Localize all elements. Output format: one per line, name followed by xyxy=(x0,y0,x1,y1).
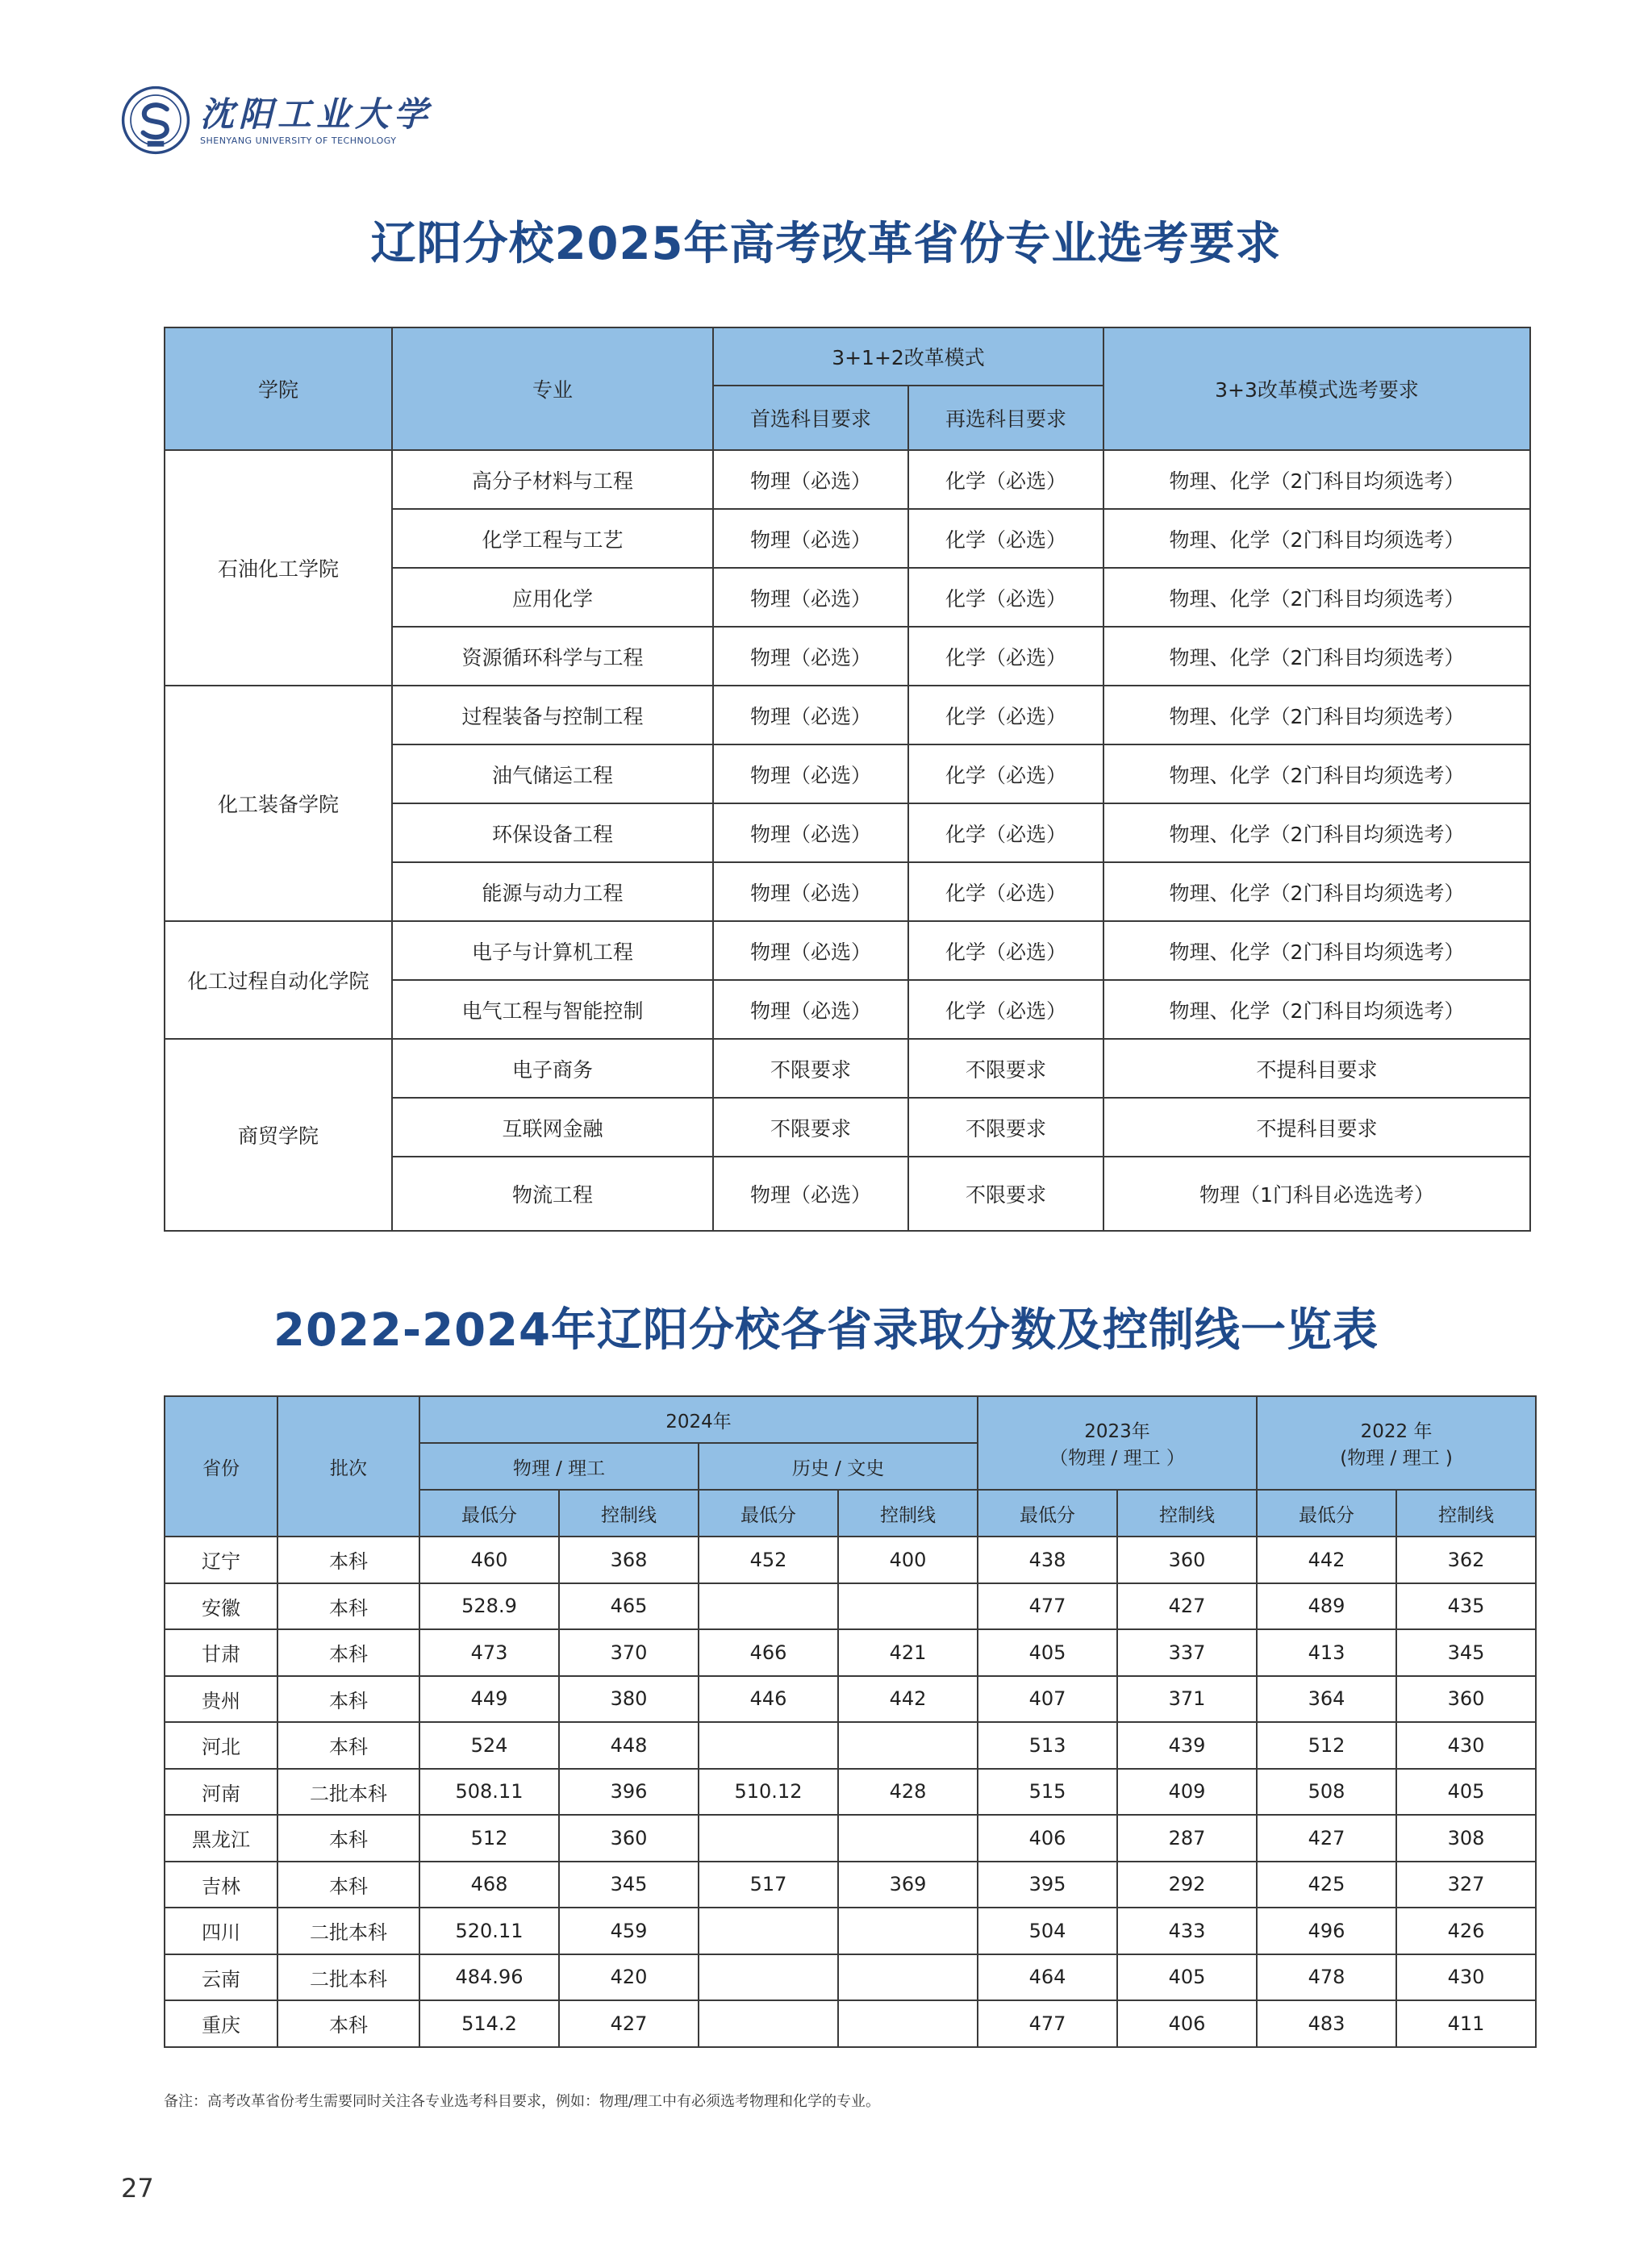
second-subject-cell: 不限要求 xyxy=(908,1098,1103,1157)
phys-2023-min: 504 xyxy=(978,1908,1117,1954)
mode33-cell: 物理、化学（2门科目均须选考） xyxy=(1103,744,1530,803)
mode33-cell: 物理、化学（2门科目均须选考） xyxy=(1103,980,1530,1039)
major-cell: 高分子材料与工程 xyxy=(392,450,713,509)
table2-title: 2022-2024年辽阳分校各省录取分数及控制线一览表 xyxy=(273,1304,1379,1357)
province-cell: 辽宁 xyxy=(165,1537,277,1583)
table-row xyxy=(165,1908,1536,1954)
major-cell: 环保设备工程 xyxy=(392,803,713,862)
university-header xyxy=(121,84,492,156)
phys-2023-min: 477 xyxy=(978,1583,1117,1630)
table-row xyxy=(165,1954,1536,2001)
table-row xyxy=(165,1039,1530,1098)
province-cell: 四川 xyxy=(165,1908,277,1954)
hist-2024-control: 421 xyxy=(838,1629,978,1676)
table-row xyxy=(165,1862,1536,1908)
phys-2024-control: 459 xyxy=(559,1908,699,1954)
header-college: 学院 xyxy=(165,327,392,450)
mode33-cell: 物理、化学（2门科目均须选考） xyxy=(1103,862,1530,921)
major-cell: 油气储运工程 xyxy=(392,744,713,803)
phys-2023-min: 477 xyxy=(978,2000,1117,2047)
phys-2024-control: 368 xyxy=(559,1537,699,1583)
phys-2023-control: 292 xyxy=(1117,1862,1257,1908)
header-2022-year: 2022 年 xyxy=(1360,1421,1433,1442)
phys-2023-min: 515 xyxy=(978,1769,1117,1816)
second-subject-cell: 化学（必选） xyxy=(908,980,1103,1039)
phys-2023-min: 405 xyxy=(978,1629,1117,1676)
header-control-line: 控制线 xyxy=(838,1490,978,1537)
phys-2022-control: 426 xyxy=(1396,1908,1536,1954)
header-province: 省份 xyxy=(165,1396,277,1537)
phys-2023-control: 337 xyxy=(1117,1629,1257,1676)
province-cell: 黑龙江 xyxy=(165,1815,277,1862)
hist-2024-control: 369 xyxy=(838,1862,978,1908)
phys-2022-min: 442 xyxy=(1257,1537,1396,1583)
batch-cell: 本科 xyxy=(277,1676,419,1723)
province-cell: 安徽 xyxy=(165,1583,277,1630)
hist-2024-min xyxy=(699,1954,838,2001)
header-2023 xyxy=(978,1396,1257,1490)
phys-2022-min: 496 xyxy=(1257,1908,1396,1954)
phys-2022-min: 512 xyxy=(1257,1722,1396,1769)
major-cell: 电气工程与智能控制 xyxy=(392,980,713,1039)
phys-2024-control: 370 xyxy=(559,1629,699,1676)
phys-2022-min: 478 xyxy=(1257,1954,1396,2001)
hist-2024-control: 442 xyxy=(838,1676,978,1723)
second-subject-cell: 化学（必选） xyxy=(908,509,1103,568)
phys-2022-min: 413 xyxy=(1257,1629,1396,1676)
footnote: 备注：高考改革省份考生需要同时关注各专业选考科目要求，例如：物理/理工中有必须选考物理和化学的专业。 xyxy=(164,2093,881,2110)
first-subject-cell: 物理（必选） xyxy=(713,509,908,568)
first-subject-cell: 物理（必选） xyxy=(713,921,908,980)
header-major: 专业 xyxy=(392,327,713,450)
first-subject-cell: 不限要求 xyxy=(713,1098,908,1157)
phys-2023-control: 433 xyxy=(1117,1908,1257,1954)
batch-cell: 本科 xyxy=(277,1815,419,1862)
hist-2024-control xyxy=(838,2000,978,2047)
phys-2024-control: 380 xyxy=(559,1676,699,1723)
phys-2022-control: 345 xyxy=(1396,1629,1536,1676)
phys-2023-control: 409 xyxy=(1117,1769,1257,1816)
second-subject-cell: 化学（必选） xyxy=(908,921,1103,980)
first-subject-cell: 物理（必选） xyxy=(713,1157,908,1231)
phys-2022-control: 308 xyxy=(1396,1815,1536,1862)
phys-2022-control: 411 xyxy=(1396,2000,1536,2047)
mode33-cell: 物理、化学（2门科目均须选考） xyxy=(1103,803,1530,862)
table-row xyxy=(165,2000,1536,2047)
header-min-score: 最低分 xyxy=(1257,1490,1396,1537)
second-subject-cell: 化学（必选） xyxy=(908,627,1103,686)
phys-2022-min: 427 xyxy=(1257,1815,1396,1862)
phys-2023-control: 405 xyxy=(1117,1954,1257,2001)
subject-requirements-table xyxy=(164,327,1531,1232)
major-cell: 化学工程与工艺 xyxy=(392,509,713,568)
phys-2024-control: 465 xyxy=(559,1583,699,1630)
first-subject-cell: 物理（必选） xyxy=(713,686,908,744)
header-2024-physics: 物理 / 理工 xyxy=(419,1443,699,1490)
hist-2024-control xyxy=(838,1908,978,1954)
phys-2022-control: 360 xyxy=(1396,1676,1536,1723)
hist-2024-control xyxy=(838,1583,978,1630)
province-cell: 贵州 xyxy=(165,1676,277,1723)
hist-2024-min: 452 xyxy=(699,1537,838,1583)
hist-2024-min xyxy=(699,2000,838,2047)
mode33-cell: 物理、化学（2门科目均须选考） xyxy=(1103,450,1530,509)
batch-cell: 二批本科 xyxy=(277,1954,419,2001)
table-row xyxy=(165,1722,1536,1769)
header-2023-year: 2023年 xyxy=(1084,1421,1150,1442)
header-min-score: 最低分 xyxy=(699,1490,838,1537)
phys-2024-control: 420 xyxy=(559,1954,699,2001)
university-name-cn: 沈阳工业大学 xyxy=(200,94,433,134)
hist-2024-min: 510.12 xyxy=(699,1769,838,1816)
second-subject-cell: 化学（必选） xyxy=(908,744,1103,803)
first-subject-cell: 不限要求 xyxy=(713,1039,908,1098)
phys-2022-control: 362 xyxy=(1396,1537,1536,1583)
phys-2023-min: 395 xyxy=(978,1862,1117,1908)
phys-2024-min: 460 xyxy=(419,1537,559,1583)
second-subject-cell: 化学（必选） xyxy=(908,568,1103,627)
header-2023-sub: （物理 / 理工 ） xyxy=(1049,1448,1185,1469)
header-2022 xyxy=(1257,1396,1536,1490)
phys-2024-min: 524 xyxy=(419,1722,559,1769)
hist-2024-control xyxy=(838,1722,978,1769)
phys-2023-control: 439 xyxy=(1117,1722,1257,1769)
header-batch: 批次 xyxy=(277,1396,419,1537)
phys-2022-min: 489 xyxy=(1257,1583,1396,1630)
province-cell: 河南 xyxy=(165,1769,277,1816)
mode33-cell: 物理（1门科目必选选考） xyxy=(1103,1157,1530,1231)
header-control-line: 控制线 xyxy=(1396,1490,1536,1537)
university-seal-logo xyxy=(121,85,190,155)
hist-2024-min xyxy=(699,1908,838,1954)
header-min-score: 最低分 xyxy=(419,1490,559,1537)
second-subject-cell: 化学（必选） xyxy=(908,803,1103,862)
header-control-line: 控制线 xyxy=(559,1490,699,1537)
header-2024: 2024年 xyxy=(419,1396,978,1443)
table-row xyxy=(165,1537,1536,1583)
batch-cell: 二批本科 xyxy=(277,1908,419,1954)
college-cell: 石油化工学院 xyxy=(165,450,392,686)
university-name-en: SHENYANG UNIVERSITY OF TECHNOLOGY xyxy=(200,135,397,146)
batch-cell: 本科 xyxy=(277,1862,419,1908)
phys-2024-min: 468 xyxy=(419,1862,559,1908)
admission-scores-table xyxy=(164,1395,1537,2048)
phys-2024-min: 484.96 xyxy=(419,1954,559,2001)
major-cell: 电子与计算机工程 xyxy=(392,921,713,980)
phys-2022-min: 508 xyxy=(1257,1769,1396,1816)
header-2024-history: 历史 / 文史 xyxy=(699,1443,978,1490)
major-cell: 物流工程 xyxy=(392,1157,713,1231)
hist-2024-control: 428 xyxy=(838,1769,978,1816)
phys-2024-min: 449 xyxy=(419,1676,559,1723)
phys-2023-min: 407 xyxy=(978,1676,1117,1723)
phys-2024-min: 520.11 xyxy=(419,1908,559,1954)
hist-2024-min: 517 xyxy=(699,1862,838,1908)
table-row xyxy=(165,1676,1536,1723)
phys-2022-control: 430 xyxy=(1396,1722,1536,1769)
phys-2023-min: 438 xyxy=(978,1537,1117,1583)
phys-2023-min: 406 xyxy=(978,1815,1117,1862)
table-row xyxy=(165,1583,1536,1630)
phys-2024-control: 448 xyxy=(559,1722,699,1769)
hist-2024-min: 446 xyxy=(699,1676,838,1723)
phys-2023-control: 371 xyxy=(1117,1676,1257,1723)
header-control-line: 控制线 xyxy=(1117,1490,1257,1537)
header-second-subject: 再选科目要求 xyxy=(908,386,1103,450)
first-subject-cell: 物理（必选） xyxy=(713,862,908,921)
phys-2022-min: 364 xyxy=(1257,1676,1396,1723)
table-row xyxy=(165,921,1530,980)
first-subject-cell: 物理（必选） xyxy=(713,744,908,803)
mode33-cell: 物理、化学（2门科目均须选考） xyxy=(1103,921,1530,980)
major-cell: 互联网金融 xyxy=(392,1098,713,1157)
header-mode-33: 3+3改革模式选考要求 xyxy=(1103,327,1530,450)
phys-2024-min: 514.2 xyxy=(419,2000,559,2047)
first-subject-cell: 物理（必选） xyxy=(713,627,908,686)
province-cell: 重庆 xyxy=(165,2000,277,2047)
phys-2024-min: 512 xyxy=(419,1815,559,1862)
major-cell: 资源循环科学与工程 xyxy=(392,627,713,686)
header-first-subject: 首选科目要求 xyxy=(713,386,908,450)
batch-cell: 本科 xyxy=(277,1583,419,1630)
phys-2023-control: 406 xyxy=(1117,2000,1257,2047)
phys-2022-control: 435 xyxy=(1396,1583,1536,1630)
phys-2024-min: 473 xyxy=(419,1629,559,1676)
phys-2022-min: 425 xyxy=(1257,1862,1396,1908)
second-subject-cell: 化学（必选） xyxy=(908,686,1103,744)
header-mode-312: 3+1+2改革模式 xyxy=(713,327,1103,386)
second-subject-cell: 不限要求 xyxy=(908,1157,1103,1231)
table-row xyxy=(165,1629,1536,1676)
second-subject-cell: 化学（必选） xyxy=(908,862,1103,921)
major-cell: 应用化学 xyxy=(392,568,713,627)
major-cell: 过程装备与控制工程 xyxy=(392,686,713,744)
hist-2024-min xyxy=(699,1815,838,1862)
page-number: 27 xyxy=(121,2173,154,2204)
phys-2023-min: 464 xyxy=(978,1954,1117,2001)
phys-2023-control: 360 xyxy=(1117,1537,1257,1583)
mode33-cell: 物理、化学（2门科目均须选考） xyxy=(1103,568,1530,627)
phys-2024-control: 427 xyxy=(559,2000,699,2047)
batch-cell: 本科 xyxy=(277,1629,419,1676)
mode33-cell: 不提科目要求 xyxy=(1103,1039,1530,1098)
phys-2024-control: 345 xyxy=(559,1862,699,1908)
hist-2024-control xyxy=(838,1954,978,2001)
phys-2022-min: 483 xyxy=(1257,2000,1396,2047)
table1-title: 辽阳分校2025年高考改革省份专业选考要求 xyxy=(370,218,1282,270)
hist-2024-min xyxy=(699,1583,838,1630)
major-cell: 电子商务 xyxy=(392,1039,713,1098)
phys-2022-control: 405 xyxy=(1396,1769,1536,1816)
phys-2023-control: 287 xyxy=(1117,1815,1257,1862)
first-subject-cell: 物理（必选） xyxy=(713,803,908,862)
table-row xyxy=(165,1815,1536,1862)
batch-cell: 本科 xyxy=(277,1722,419,1769)
header-min-score: 最低分 xyxy=(978,1490,1117,1537)
first-subject-cell: 物理（必选） xyxy=(713,568,908,627)
phys-2024-control: 396 xyxy=(559,1769,699,1816)
province-cell: 河北 xyxy=(165,1722,277,1769)
phys-2024-min: 508.11 xyxy=(419,1769,559,1816)
header-2022-sub: (物理 / 理工 ) xyxy=(1340,1448,1453,1469)
province-cell: 甘肃 xyxy=(165,1629,277,1676)
phys-2024-control: 360 xyxy=(559,1815,699,1862)
batch-cell: 本科 xyxy=(277,2000,419,2047)
mode33-cell: 物理、化学（2门科目均须选考） xyxy=(1103,627,1530,686)
mode33-cell: 物理、化学（2门科目均须选考） xyxy=(1103,509,1530,568)
phys-2022-control: 327 xyxy=(1396,1862,1536,1908)
major-cell: 能源与动力工程 xyxy=(392,862,713,921)
phys-2023-min: 513 xyxy=(978,1722,1117,1769)
college-cell: 化工装备学院 xyxy=(165,686,392,921)
second-subject-cell: 不限要求 xyxy=(908,1039,1103,1098)
mode33-cell: 物理、化学（2门科目均须选考） xyxy=(1103,686,1530,744)
phys-2022-control: 430 xyxy=(1396,1954,1536,2001)
second-subject-cell: 化学（必选） xyxy=(908,450,1103,509)
first-subject-cell: 物理（必选） xyxy=(713,980,908,1039)
college-cell: 商贸学院 xyxy=(165,1039,392,1231)
college-cell: 化工过程自动化学院 xyxy=(165,921,392,1039)
first-subject-cell: 物理（必选） xyxy=(713,450,908,509)
province-cell: 吉林 xyxy=(165,1862,277,1908)
table-row xyxy=(165,686,1530,744)
province-cell: 云南 xyxy=(165,1954,277,2001)
batch-cell: 二批本科 xyxy=(277,1769,419,1816)
batch-cell: 本科 xyxy=(277,1537,419,1583)
hist-2024-control: 400 xyxy=(838,1537,978,1583)
phys-2023-control: 427 xyxy=(1117,1583,1257,1630)
table-row xyxy=(165,450,1530,509)
hist-2024-control xyxy=(838,1815,978,1862)
hist-2024-min: 466 xyxy=(699,1629,838,1676)
table-row xyxy=(165,1769,1536,1816)
phys-2024-min: 528.9 xyxy=(419,1583,559,1630)
hist-2024-min xyxy=(699,1722,838,1769)
mode33-cell: 不提科目要求 xyxy=(1103,1098,1530,1157)
